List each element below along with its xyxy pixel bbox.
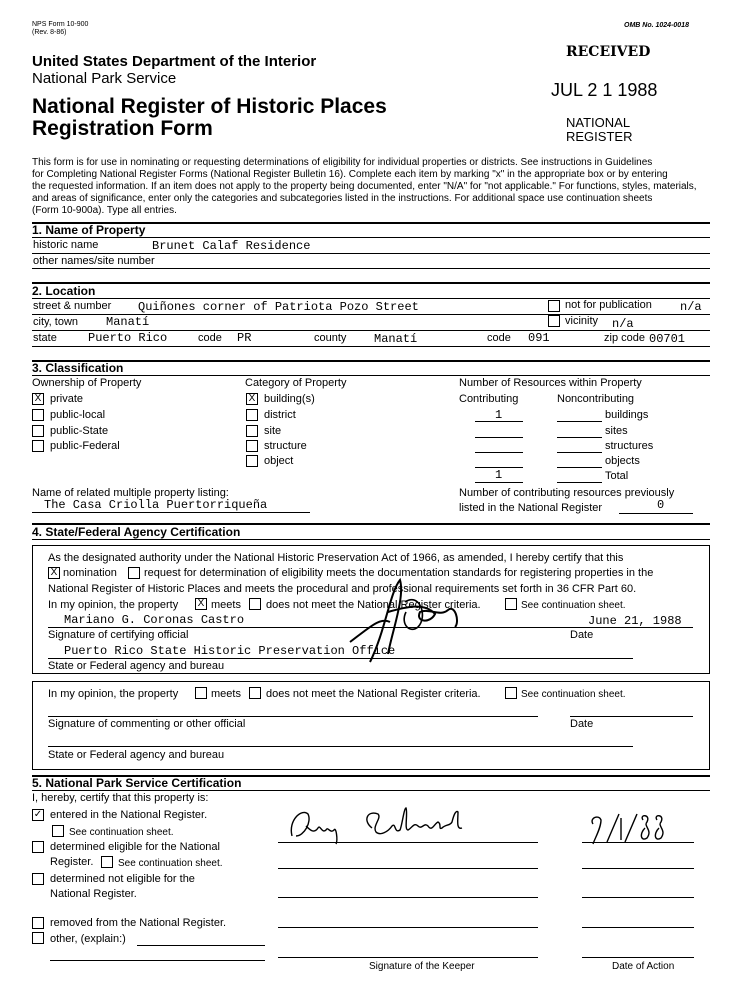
divider (137, 945, 265, 946)
divider (32, 282, 710, 284)
does-not-meet-label: does not meet the National Register criteria. (266, 599, 481, 611)
signature-line (278, 927, 538, 928)
eligible-continuation-checkbox[interactable] (101, 856, 113, 868)
count-line (475, 437, 523, 438)
county-code-field[interactable]: 091 (528, 331, 550, 345)
instructions-line2: for Completing National Register Forms (National Register Bulletin 16). Complete each item by marking "x" in the appropriate box or by entering (32, 169, 668, 180)
divider (32, 253, 710, 254)
removed-checkbox[interactable] (32, 917, 44, 929)
public-local-checkbox[interactable] (32, 409, 44, 421)
instructions-line3: the requested information. If an item does not apply to the property being documented, enter "N/A" for "not applicable." For functions, styles, materials, (32, 181, 697, 192)
entered-continuation-label: See continuation sheet. (69, 827, 174, 838)
received-stamp: RECEIVED (566, 44, 651, 60)
divider (32, 512, 310, 513)
entered-checkbox[interactable]: ✓ (33, 809, 43, 820)
count-line (557, 452, 602, 453)
structure-label: structure (264, 440, 307, 452)
buildings-label: buildings (605, 409, 649, 421)
count-line (619, 513, 693, 514)
county-field[interactable]: Manatí (374, 332, 418, 346)
entered-label: entered in the National Register. (50, 809, 208, 821)
form-title-line2: Registration Form (32, 117, 213, 140)
opinion2-text: In my opinion, the property (48, 688, 179, 700)
signature-line (278, 957, 538, 958)
previously-listed-label-2: listed in the National Register (459, 502, 603, 514)
department-name: United States Department of the Interior (32, 53, 317, 70)
does-not-meet2-label: does not meet the National Register criteria. (266, 688, 481, 700)
zip-label: zip code (604, 332, 645, 344)
does-not-meet-checkbox[interactable] (249, 598, 261, 610)
meets2-checkbox[interactable] (195, 687, 207, 699)
count-line (475, 452, 523, 453)
certifying-signature (330, 572, 490, 672)
keeper-signature-label: Signature of the Keeper (369, 961, 475, 972)
meets-checkbox[interactable]: X (195, 598, 207, 610)
previously-listed-value[interactable]: 0 (657, 498, 665, 512)
form-title-line1: National Register of Historic Places (32, 95, 387, 118)
public-federal-checkbox[interactable] (32, 440, 44, 452)
object-checkbox[interactable] (246, 455, 258, 467)
street-field[interactable]: Quiñones corner of Patriota Pozo Street (138, 300, 419, 314)
noncontributing-heading: Noncontributing (557, 393, 635, 405)
object-label: object (264, 455, 294, 467)
count-line (475, 421, 523, 422)
stamp-register: REGISTER (566, 129, 633, 144)
request-checkbox[interactable] (128, 567, 140, 579)
state-label: state (33, 332, 57, 344)
county-label: county (314, 332, 347, 344)
service-name: National Park Service (32, 70, 177, 87)
other-checkbox[interactable] (32, 932, 44, 944)
site-checkbox[interactable] (246, 425, 258, 437)
category-heading: Category of Property (245, 377, 347, 389)
signature-line (278, 897, 538, 898)
historic-name-label: historic name (33, 239, 99, 251)
removed-label: removed from the National Register. (50, 917, 227, 929)
multiple-listing-label: Name of related multiple property listing: (32, 487, 229, 499)
district-checkbox[interactable] (246, 409, 258, 421)
private-checkbox[interactable]: X (32, 393, 44, 405)
historic-name-field[interactable]: Brunet Calaf Residence (152, 239, 311, 253)
divider (32, 790, 710, 791)
vicinity-checkbox[interactable] (548, 315, 560, 327)
other-label: other, (explain:) (50, 933, 126, 945)
eligible-label-2: Register. (50, 856, 94, 868)
divider (32, 360, 710, 362)
not-eligible-checkbox[interactable] (32, 873, 44, 885)
buildings-contributing-value[interactable]: 1 (495, 408, 503, 422)
not-for-publication-label: not for publication (565, 299, 652, 311)
count-line (475, 482, 523, 483)
instructions-line5: (Form 10-900a). Type all entries. (32, 205, 177, 216)
public-local-label: public-local (50, 409, 106, 421)
multiple-listing-field[interactable]: The Casa Criolla Puertorriqueña (44, 498, 268, 512)
eligible-label-1: determined eligible for the National (50, 841, 220, 853)
continuation-checkbox[interactable] (505, 598, 517, 610)
agency2-label: State or Federal agency and bureau (48, 749, 225, 761)
building-checkbox[interactable]: X (246, 393, 258, 405)
commenting-date-label: Date (570, 718, 594, 730)
not-eligible-label-2: National Register. (50, 888, 137, 900)
state-field[interactable]: Puerto Rico (88, 331, 168, 345)
not-for-publication-checkbox[interactable] (548, 300, 560, 312)
zip-field[interactable]: 00701 (649, 332, 686, 346)
divider (32, 268, 710, 269)
building-label: building(s) (264, 393, 315, 405)
cert-line2: request for determination of eligibility meets the documentation standards for registering properties in the (144, 567, 654, 579)
opinion-text: In my opinion, the property (48, 599, 179, 611)
instructions-line1: This form is for use in nominating or requesting determinations of eligibility for individual properties or districts. See instructions in Guidelines (32, 157, 653, 168)
count-line (557, 421, 602, 422)
ownership-heading: Ownership of Property (32, 377, 142, 389)
date-line (582, 868, 694, 869)
section5-title: 5. National Park Service Certification (32, 776, 242, 790)
divider (32, 346, 710, 347)
date-of-action-label: Date of Action (612, 961, 675, 972)
total-contributing-value[interactable]: 1 (495, 468, 503, 482)
count-line (557, 482, 602, 483)
certifier-name[interactable]: Mariano G. Coronas Castro (64, 613, 245, 627)
instructions-line4: and areas of significance, enter only the categories and subcategories listed in the instructions. For additional space use continuation sheets (32, 193, 653, 204)
divider (32, 375, 710, 376)
agency-label: State or Federal agency and bureau (48, 660, 225, 672)
certification-date[interactable]: June 21, 1988 (588, 614, 682, 628)
meets2-label: meets (211, 688, 241, 700)
not-for-publication-value[interactable]: n/a (680, 300, 702, 314)
cert-line3: National Register of Historic Places and meets the procedural and professional requirements set forth in 36 CFR Part 60. (48, 583, 637, 595)
omb-number: OMB No. 1024-0018 (624, 22, 689, 29)
count-line (557, 437, 602, 438)
eligible-continuation-label: See continuation sheet. (118, 858, 223, 869)
previously-listed-label-1: Number of contributing resources previously (459, 487, 675, 499)
public-state-label: public-State (50, 425, 109, 437)
commenting-signature-label: Signature of commenting or other official (48, 718, 246, 730)
total-label: Total (605, 470, 629, 482)
objects-label: objects (605, 455, 640, 467)
divider (48, 716, 538, 717)
divider (570, 716, 693, 717)
section4-title: 4. State/Federal Agency Certification (32, 525, 241, 539)
divider (50, 960, 265, 961)
signature-line (278, 868, 538, 869)
district-label: district (264, 409, 296, 421)
street-label: street & number (33, 300, 112, 312)
sites-label: sites (605, 425, 628, 437)
cert-line1: As the designated authority under the National Historic Preservation Act of 1966, as amended, I hereby certify that this (48, 552, 624, 564)
cert-date-label: Date (570, 629, 594, 641)
public-federal-label: public-Federal (50, 440, 120, 452)
city-field[interactable]: Manatí (106, 315, 150, 329)
agency-name[interactable]: Puerto Rico State Historic Preservation Office (64, 644, 396, 658)
continuation2-checkbox[interactable] (505, 687, 517, 699)
not-eligible-label-1: determined not eligible for the (50, 873, 195, 885)
divider (48, 746, 633, 747)
contributing-heading: Contributing (459, 393, 519, 405)
date-line (582, 957, 694, 958)
section3-title: 3. Classification (32, 361, 124, 375)
vicinity-label: vicinity (565, 315, 599, 327)
city-label: city, town (33, 316, 79, 328)
nomination-checkbox[interactable]: X (48, 567, 60, 579)
resources-heading: Number of Resources within Property (459, 377, 642, 389)
state-code-field[interactable]: PR (237, 331, 252, 345)
keeper-signature (282, 800, 482, 850)
count-line (557, 467, 602, 468)
section1-title: 1. Name of Property (32, 223, 146, 237)
public-state-checkbox[interactable] (32, 425, 44, 437)
continuation-label: See continuation sheet. (521, 600, 626, 611)
private-label: private (50, 393, 84, 405)
nps-intro: I, hereby, certify that this property is: (32, 792, 209, 804)
divider (32, 237, 710, 238)
certifying-signature-label: Signature of certifying official (48, 629, 189, 641)
vicinity-value[interactable]: n/a (612, 317, 634, 331)
meets-label: meets (211, 599, 241, 611)
continuation2-label: See continuation sheet. (521, 689, 626, 700)
date-of-action-handwritten (585, 810, 675, 850)
structures-label: structures (605, 440, 654, 452)
county-code-label: code (487, 332, 511, 344)
date-line (582, 897, 694, 898)
does-not-meet2-checkbox[interactable] (249, 687, 261, 699)
nomination-label: nomination (63, 567, 117, 579)
state-code-label: code (198, 332, 222, 344)
stamp-national: NATIONAL (566, 115, 631, 130)
section2-title: 2. Location (32, 284, 96, 298)
structure-checkbox[interactable] (246, 440, 258, 452)
other-names-label: other names/site number (33, 255, 155, 267)
date-line (582, 927, 694, 928)
form-revision: (Rev. 8-86) (32, 29, 67, 36)
divider (32, 539, 710, 540)
received-date: JUL 2 1 1988 (551, 80, 658, 100)
eligible-checkbox[interactable] (32, 841, 44, 853)
site-label: site (264, 425, 282, 437)
form-number: NPS Form 10-900 (32, 21, 89, 28)
entered-continuation-checkbox[interactable] (52, 825, 64, 837)
